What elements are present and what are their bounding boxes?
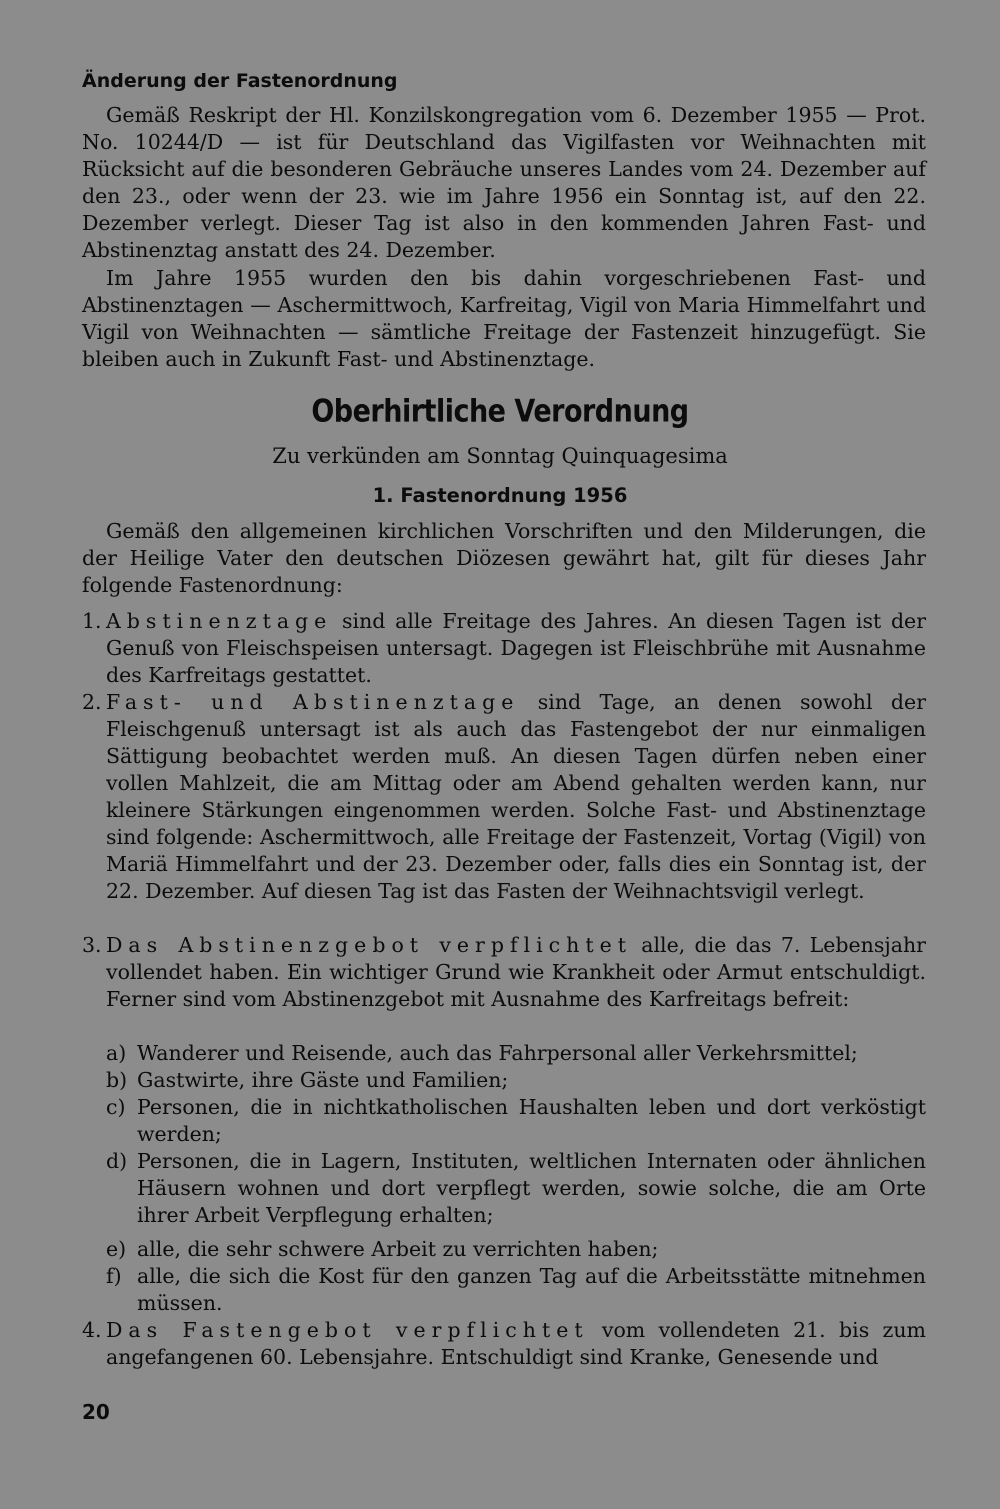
- item-keyword: Abstinenztage: [106, 609, 333, 633]
- item-number: 2.: [82, 690, 102, 714]
- sub-item-text: Personen, die in nichtkatholischen Haushalten leben und dort verköstigt werden;: [137, 1095, 926, 1146]
- sub-item-letter: a): [106, 1041, 127, 1065]
- sub-item-letter: b): [106, 1068, 128, 1092]
- subheading: 1. Fastenordnung 1956: [372, 484, 628, 507]
- item-text: vom vollendeten 21. bis zum angefangenen 60. Lebensjahre. Entschuldigt sind Kranke, Genesende und: [106, 1318, 926, 1369]
- item-keyword: Fast- und Abstinenztage: [106, 690, 520, 714]
- page-title: Oberhirtliche Verordnung: [311, 393, 689, 430]
- subtitle: Zu verkünden am Sonntag Quinquagesima: [272, 444, 728, 468]
- item-keyword: Das Fastengebot verpflichtet: [106, 1318, 589, 1342]
- item-keyword: Das Abstinenzgebot verpflichtet: [106, 933, 632, 957]
- sub-item-letter: d): [106, 1149, 128, 1173]
- sub-list-item: [106, 1067, 926, 1094]
- sub-list-item: [106, 1040, 926, 1067]
- item-number: 3.: [82, 933, 102, 957]
- item-number: 4.: [82, 1318, 102, 1342]
- sub-list-item: [106, 1236, 926, 1263]
- sub-item-text: Personen, die in Lagern, Instituten, weltlichen Internaten oder ähnlichen Häusern wohnen und dort verpflegt werden, sowie solche, die am Orte ihrer Arbeit Verpflegung erhalten;: [137, 1149, 926, 1227]
- sub-item-text: alle, die sehr schwere Arbeit zu verrichten haben;: [137, 1237, 659, 1261]
- item-text: sind alle Freitage des Jahres. An diesen Tagen ist der Genuß von Fleischspeisen untersagt. Dagegen ist Fleischbrühe mit Ausnahme des Karfreitags gestattet.: [106, 609, 926, 687]
- list-item: [82, 689, 926, 905]
- item-number: 1.: [82, 609, 102, 633]
- paragraph-1955: Im Jahre 1955 wurden den bis dahin vorgeschriebenen Fast- und Abstinenztagen — Aschermittwoch, Karfreitag, Vigil von Maria Himmelfahrt und Vigil von Weihnachten — sämtliche Freitage der Fastenzeit hinzugefügt. Sie bleiben auch in Zukunft Fast- und Abstinenztage.: [82, 266, 926, 371]
- section-heading: Änderung der Fastenordnung: [82, 70, 398, 92]
- list-item: [82, 608, 926, 689]
- sub-item-text: Gastwirte, ihre Gäste und Familien;: [137, 1068, 509, 1092]
- sub-list-item: [106, 1094, 926, 1148]
- item-text: sind Tage, an denen sowohl der Fleischgenuß untersagt ist als auch das Fastengebot der nur einmaligen Sättigung beobachtet werden muß. An diesen Tagen dürfen neben einer vollen Mahlzeit, die am Mittag oder am Abend gehalten werden kann, nur kleinere Stärkungen eingenommen werden. Solche Fast- und Abstinenztage sind folgende: Aschermittwoch, alle Freitage der Fastenzeit, Vortag (Vigil) von Mariä Himmelfahrt und der 23. Dezember oder, falls dies ein Sonntag ist, der 22. Dezember. Auf diesen Tag ist das Fasten der Weihnachtsvigil verlegt.: [106, 690, 926, 903]
- paragraph-reskript: Gemäß Reskript der Hl. Konzilskongregation vom 6. Dezember 1955 — Prot. No. 10244/D — ist für Deutschland das Vigilfasten vor Weihnachten mit Rücksicht auf die besonderen Gebräuche unseres Landes vom 24. Dezember auf den 23., oder wenn der 23. wie im Jahre 1956 ein Sonntag ist, auf den 22. Dezember verlegt. Dieser Tag ist also in den kommenden Jahren Fast- und Abstinenztag anstatt des 24. Dezember.: [82, 103, 926, 262]
- sub-item-letter: e): [106, 1237, 127, 1261]
- page-number: 20: [82, 1400, 110, 1424]
- sub-list-item: [106, 1148, 926, 1229]
- sub-item-text: Wanderer und Reisende, auch das Fahrpersonal aller Verkehrsmittel;: [137, 1041, 858, 1065]
- sub-item-text: alle, die sich die Kost für den ganzen Tag auf die Arbeitsstätte mitnehmen müssen.: [137, 1264, 926, 1315]
- list-item: [82, 1317, 926, 1371]
- sub-item-letter: c): [106, 1095, 126, 1119]
- item-text: alle, die das 7. Lebensjahr vollendet haben. Ein wichtiger Grund wie Krankheit oder Armut entschuldigt. Ferner sind vom Abstinenzgebot mit Ausnahme des Karfreitags befreit:: [106, 933, 926, 1011]
- paragraph-intro: Gemäß den allgemeinen kirchlichen Vorschriften und den Milderungen, die der Heilige Vater den deutschen Diözesen gewährt hat, gilt für dieses Jahr folgende Fastenordnung:: [82, 519, 926, 597]
- sub-list-item: [106, 1263, 926, 1317]
- sub-item-letter: f): [106, 1264, 122, 1288]
- list-item: [82, 932, 926, 1013]
